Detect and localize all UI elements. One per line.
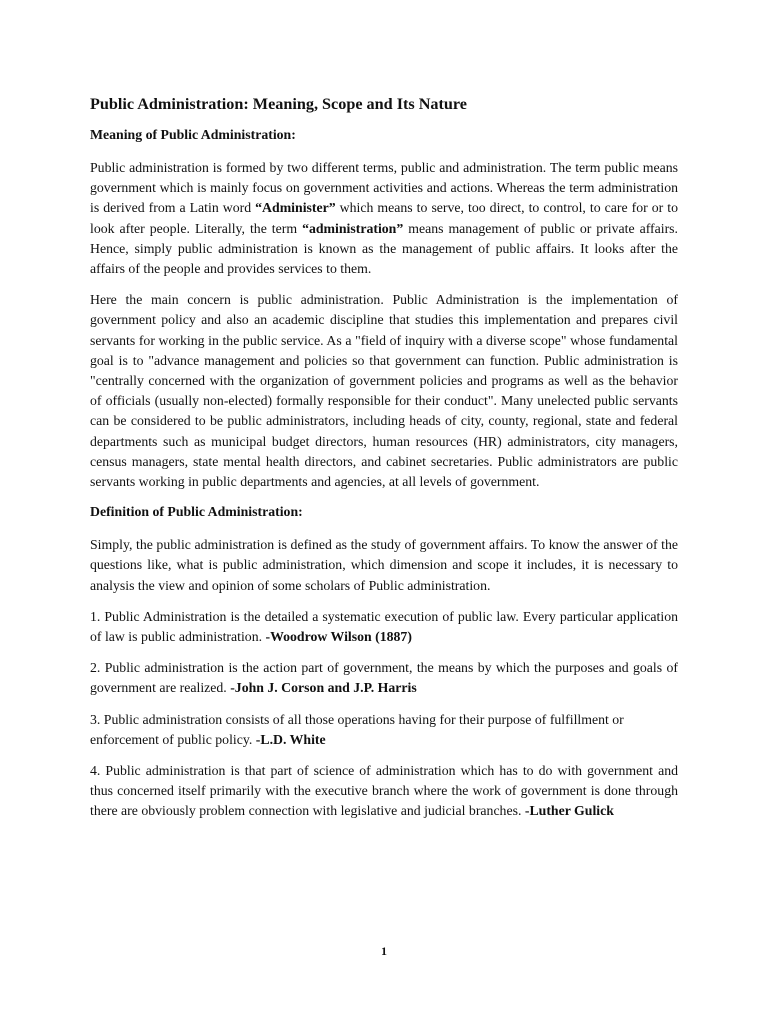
- text-run: means management of public or private affairs. Hence, simply public administration is known as the management of public affairs. It looks after the affairs of the people and provides services to them.: [90, 220, 678, 277]
- definition-text: 2. Public administration is the action part of government, the means by which the purposes and goals of government are realized.: [90, 660, 678, 696]
- definition-author: -Luther Gulick: [524, 803, 614, 819]
- concern-paragraph: Here the main concern is public administration. Public Administration is the implementation of government policy and also an academic discipline that studies this implementation and prepares civil servants for working in the public service. As a "field of inquiry with a diverse scope" whose fundamental goal is to "advance management and policies so that government can function. Public administration is "centrally concerned with the organization of government policies and programs as well as the behavior of officials (usually non-elected) formally responsible for their conduct". Many unelected public servants can be considered to be public administrators, including heads of city, county, regional, state and federal departments such as municipal budget directors, human resources (HR) administrators, city managers, census managers, state mental health directors, and cabinet secretaries. Public administrators are public servants working in public departments and agencies, at all levels of government.: [90, 292, 678, 490]
- definition-author: -John J. Corson and J.P. Harris: [230, 680, 417, 696]
- document-title: Public Administration: Meaning, Scope and Its Nature: [90, 95, 467, 113]
- meaning-paragraph: [90, 158, 678, 279]
- definition-author: -Woodrow Wilson (1887): [265, 629, 412, 645]
- definition-heading: Definition of Public Administration:: [90, 504, 303, 520]
- text-run: which means to serve, too direct, to control, to care for or to look after people. Literally, the term: [90, 200, 678, 236]
- meaning-heading: Meaning of Public Administration:: [90, 127, 296, 142]
- definition-item: [90, 710, 678, 750]
- definition-item: [90, 761, 678, 822]
- definition-text: 1. Public Administration is the detailed a systematic execution of public law. Every particular application of law is public administration.: [90, 608, 678, 645]
- definition-item: [90, 607, 678, 647]
- definition-author: -L.D. White: [255, 731, 326, 747]
- definition-text: 4. Public administration is that part of science of administration which has to do with government and thus concerned itself primarily with the executive branch where the work of government is done through there are obviously problem connection with legislative and judicial branches.: [90, 763, 678, 819]
- text-run: Public administration is formed by two different terms, public and administration. The term public means government which is mainly focus on government activities and actions. Whereas the term administration is derived from a Latin word: [90, 160, 678, 216]
- page-number: 1: [381, 944, 387, 958]
- bold-term-administer: “Administer”: [255, 200, 336, 216]
- definition-item: [90, 658, 678, 698]
- bold-term-administration: “administration”: [302, 220, 404, 236]
- definition-text: 3. Public administration consists of all those operations having for their purpose of fulfillment or enforcement of public policy.: [90, 711, 624, 747]
- definition-intro-paragraph: Simply, the public administration is defined as the study of government affairs. To know the answer of the questions like, what is public administration, which dimension and scope it includes, it is necessary to analysis the view and opinion of some scholars of Public administration.: [90, 537, 678, 593]
